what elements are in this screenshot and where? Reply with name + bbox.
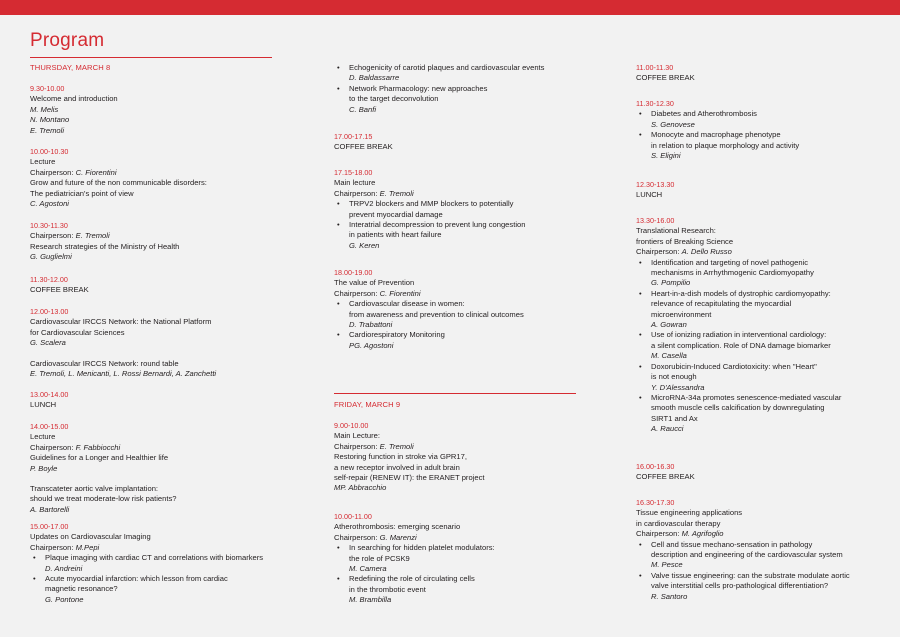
session-time: 18.00-19.00: [334, 268, 373, 277]
talk-title-line: smooth muscle cells calcification by downregulating: [651, 403, 825, 413]
session-title: COFFEE BREAK: [30, 285, 89, 295]
session-title: Main lecture: [334, 178, 376, 188]
speaker-name: M. Camera: [349, 564, 387, 574]
bullet-dot: •: [337, 220, 340, 230]
speaker-name: P. Boyle: [30, 463, 58, 473]
bullet-dot: •: [337, 299, 340, 309]
chairperson-line: [636, 247, 886, 257]
talk-title-line: Cardiovascular disease in women:: [349, 299, 465, 309]
session-title: Lecture: [30, 157, 56, 167]
talk-title-line: microenvironment: [651, 309, 712, 319]
talk-item: [636, 109, 886, 130]
talk-item: [636, 258, 886, 289]
bullet-dot: •: [639, 392, 642, 402]
talk-item: [334, 330, 584, 351]
talk-item: [334, 543, 584, 574]
chairperson-line: [334, 533, 584, 543]
session-time: 11.00-11.30: [636, 63, 674, 72]
session-time: 12.30-13.30: [636, 180, 675, 189]
talk-title-line: Doxorubicin-Induced Cardiotoxicity: when "Heart": [651, 361, 817, 371]
bullet-dot: •: [337, 543, 340, 553]
session-time: 10.00-11.00: [334, 512, 372, 521]
speaker-name: MP. Abbracchio: [334, 483, 387, 493]
talk-title-line: in relation to plaque morphology and activity: [651, 140, 800, 150]
session-time: 16.30-17.30: [636, 498, 675, 507]
talk-item: [636, 362, 886, 393]
bullet-dot: •: [337, 574, 340, 584]
talk-title-line: Echogenicity of carotid plaques and cardiovascular events: [349, 63, 545, 72]
session-block: [334, 512, 584, 606]
session-title: frontiers of Breaking Science: [636, 236, 734, 246]
session-time: 10.30-11.30: [30, 221, 68, 230]
chairperson-name: A. Dello Russo: [681, 247, 732, 257]
session-title: Lecture: [30, 432, 56, 442]
talk-title-line: Diabetes and Atherothrombosis: [651, 109, 757, 119]
bullet-dot: •: [33, 553, 36, 563]
talk-title-line: In searching for hidden platelet modulators:: [349, 543, 495, 553]
talk-title-line: is not enough: [651, 372, 697, 382]
talk-item: [334, 299, 584, 330]
session-title: in cardiovascular therapy: [636, 518, 721, 528]
talk-item: [334, 574, 584, 605]
talk-title-line: prevent myocardial damage: [349, 209, 443, 219]
talk-block: [30, 359, 280, 380]
talk-title-line: for Cardiovascular Sciences: [30, 327, 125, 337]
talk-title-line: MicroRNA-34a promotes senescence-mediated vascular: [651, 392, 842, 402]
chairperson-line: [334, 442, 584, 452]
speaker-name: A. Raucci: [651, 424, 684, 434]
talk-title-line: magnetic resonance?: [45, 584, 118, 594]
talk-title-line: Grow and future of the non communicable disorders:: [30, 178, 207, 188]
talk-title-line: relevance of recapitulating the myocardial: [651, 299, 792, 309]
speaker-name: D. Trabattoni: [349, 320, 393, 330]
talk-title-line: to the target deconvolution: [349, 94, 439, 104]
day-heading-friday: FRIDAY, MARCH 9: [334, 400, 401, 409]
session-block: [30, 84, 280, 136]
talk-item: [30, 574, 280, 605]
talk-title-line: Research strategies of the Ministry of Health: [30, 241, 180, 251]
chairperson-name: E. Tremoli: [379, 441, 414, 451]
chairperson-label: Chairperson:: [334, 288, 380, 298]
chairperson-name: C. Fiorentini: [379, 288, 421, 298]
chairperson-name: E. Tremoli: [379, 188, 414, 198]
speaker-name: A. Bartorelli: [30, 504, 70, 514]
session-time: 17.15-18.00: [334, 168, 373, 177]
session-block: [30, 275, 280, 296]
session-time: 9.30-10.00: [30, 84, 65, 93]
session-time: 10.00-10.30: [30, 147, 69, 156]
talk-title-line: mechanisms in Arrhythmogenic Cardiomyopathy: [651, 268, 814, 278]
talk-item: [636, 393, 886, 435]
talk-item: [334, 199, 584, 220]
speaker-name: D. Andreini: [45, 563, 83, 573]
page-title: Program: [30, 30, 105, 51]
session-title: Tissue engineering applications: [636, 508, 743, 518]
chairperson-label: Chairperson:: [30, 167, 76, 177]
chairperson-name: M.Pepi: [75, 542, 100, 552]
bullet-dot: •: [337, 330, 340, 340]
session-title: Welcome and introduction: [30, 94, 118, 104]
bullet-dot: •: [639, 330, 642, 340]
session-title: LUNCH: [636, 190, 663, 200]
chairperson-line: [30, 543, 280, 553]
speaker-name: Y. D'Alessandra: [651, 382, 705, 392]
session-block: [636, 180, 886, 201]
session-block: [30, 221, 280, 263]
day-heading-thursday: THURSDAY, MARCH 8: [30, 63, 111, 72]
bullet-dot: •: [639, 288, 642, 298]
talk-title-line: Guidelines for a Longer and Healthier life: [30, 453, 169, 463]
session-block: [636, 63, 886, 84]
bullet-dot: •: [33, 574, 36, 584]
session-block: [636, 462, 886, 483]
session-time: 14.00-15.00: [30, 422, 69, 431]
chairperson-name: C. Fiorentini: [75, 167, 117, 177]
talk-title-line: Heart-in-a-dish models of dystrophic cardiomyopathy:: [651, 288, 831, 298]
bullet-dot: •: [639, 109, 642, 119]
chairperson-label: Chairperson:: [30, 442, 76, 452]
talk-title-line: Redefining the role of circulating cells: [349, 574, 475, 584]
speaker-name: G. Scalera: [30, 338, 66, 348]
speaker-name: G. Keren: [349, 240, 380, 250]
chairperson-name: E. Tremoli: [75, 231, 110, 241]
speaker-name: R. Santoro: [651, 591, 688, 601]
session-block: [636, 498, 886, 602]
talk-title-line: Valve tissue engineering: can the substrate modulate aortic: [651, 570, 850, 580]
talk-title-line: the role of PCSK9: [349, 553, 410, 563]
session-block: [30, 307, 280, 379]
speaker-name: S. Genovese: [651, 119, 695, 129]
chairperson-line: [30, 168, 280, 178]
chairperson-name: M. Agrifoglio: [681, 529, 724, 539]
chairperson-label: Chairperson:: [636, 247, 682, 257]
speaker-name: M. Brambilla: [349, 595, 392, 605]
bullet-dot: •: [639, 257, 642, 267]
session-title: COFFEE BREAK: [636, 472, 695, 482]
speaker-name: G. Pompilio: [651, 278, 691, 288]
talk-item: [334, 63, 584, 84]
session-title: The value of Prevention: [334, 278, 415, 288]
talk-title-line: in the thrombotic event: [349, 584, 426, 594]
session-title: Updates on Cardiovascular Imaging: [30, 532, 151, 542]
chairperson-label: Chairperson:: [30, 542, 76, 552]
session-title: COFFEE BREAK: [636, 73, 695, 83]
session-title: COFFEE BREAK: [334, 142, 393, 152]
speaker-name: C. Agostoni: [30, 199, 69, 209]
session-block: [636, 216, 886, 435]
session-block: [334, 168, 584, 251]
bullet-dot: •: [337, 83, 340, 93]
session-time: 15.00-17.00: [30, 522, 69, 531]
chairperson-name: G. Marenzi: [379, 532, 417, 542]
talk-item: [334, 84, 584, 115]
talk-item: [30, 553, 280, 574]
bullet-dot: •: [337, 63, 340, 72]
title-rule: [30, 57, 272, 58]
chairperson-label: Chairperson:: [334, 441, 380, 451]
talk-title-line: valve interstitial cells pro-pathological differentiation?: [651, 581, 829, 591]
bullet-dot: •: [639, 361, 642, 371]
session-block: [334, 63, 584, 115]
talk-title-line: self-repair (RENEW IT): the ERANET project: [334, 473, 485, 483]
session-block: [30, 147, 280, 209]
bullet-dot: •: [337, 199, 340, 209]
speaker-name: C. Banfi: [349, 104, 377, 114]
chairperson-label: Chairperson:: [30, 231, 76, 241]
day-rule-friday: [334, 393, 576, 394]
speaker-name: M. Melis: [30, 104, 59, 114]
speaker-name: D. Baldassarre: [349, 73, 400, 83]
talk-title-line: a new receptor involved in adult brain: [334, 462, 460, 472]
speaker-name: G. Guglielmi: [30, 252, 72, 262]
chairperson-label: Chairperson:: [334, 188, 380, 198]
session-block: [636, 99, 886, 161]
talk-item: [636, 540, 886, 571]
talk-title-line: Network Pharmacology: new approaches: [349, 83, 488, 93]
bullet-dot: •: [639, 130, 642, 140]
session-title: LUNCH: [30, 400, 57, 410]
talk-item: [636, 330, 886, 361]
session-time: 13.00-14.00: [30, 390, 69, 399]
talk-title-line: Transcateter aortic valve implantation:: [30, 484, 159, 494]
talk-title-line: Monocyte and macrophage phenotype: [651, 130, 781, 140]
session-time: 17.00-17.15: [334, 132, 373, 141]
speaker-name: M. Casella: [651, 351, 687, 361]
session-time: 16.00-16.30: [636, 462, 675, 471]
talk-title-line: should we treat moderate-low risk patients?: [30, 494, 177, 504]
session-title: Atherothrombosis: emerging scenario: [334, 522, 461, 532]
talk-block: [30, 484, 280, 515]
speaker-name: S. Eligini: [651, 151, 681, 161]
chairperson-name: F. Fabbiocchi: [75, 442, 121, 452]
bullet-dot: •: [639, 539, 642, 549]
chairperson-line: [30, 231, 280, 241]
session-block: [334, 268, 584, 351]
session-title: Main Lecture:: [334, 431, 381, 441]
talk-title-line: Cardiovascular IRCCS Network: the National Platform: [30, 317, 212, 327]
session-block: [30, 522, 280, 605]
speaker-name: PG. Agostoni: [349, 340, 394, 350]
talk-title-line: Cardiorespiratory Monitoring: [349, 330, 445, 340]
talk-title-line: Plaque imaging with cardiac CT and correlations with biomarkers: [45, 553, 264, 563]
speaker-name: E. Tremoli: [30, 125, 65, 135]
session-block: [334, 421, 584, 494]
speaker-name: E. Tremoli, L. Menicanti, L. Rossi Bernardi, A. Zanchetti: [30, 369, 217, 379]
chairperson-line: [334, 289, 584, 299]
talk-title-line: TRPV2 blockers and MMP blockers to potentially: [349, 199, 514, 209]
bullet-dot: •: [639, 570, 642, 580]
speaker-name: G. Pontone: [45, 594, 84, 604]
session-time: 12.00-13.00: [30, 307, 69, 316]
chairperson-line: [636, 529, 886, 539]
speaker-name: N. Montano: [30, 115, 70, 125]
chairperson-line: [334, 189, 584, 199]
talk-title-line: description and engineering of the cardiovascular system: [651, 550, 843, 560]
talk-title-line: Identification and targeting of novel pathogenic: [651, 257, 809, 267]
talk-title-line: The pediatrician's point of view: [30, 188, 134, 198]
talk-title-line: in patients with heart failure: [349, 230, 442, 240]
session-time: 11.30-12.30: [636, 99, 674, 108]
talk-title-line: Cell and tissue mechano-sensation in pathology: [651, 539, 813, 549]
talk-title-line: a silent complication. Role of DNA damage biomarker: [651, 340, 831, 350]
talk-item: [636, 130, 886, 161]
chairperson-line: [30, 443, 280, 453]
session-block: [334, 132, 584, 153]
talk-item: [636, 571, 886, 602]
session-time: 13.30-16.00: [636, 216, 675, 225]
talk-title-line: Acute myocardial infarction: which lesson from cardiac: [45, 574, 228, 584]
session-block: [30, 422, 280, 515]
talk-title-line: Restoring function in stroke via GPR17,: [334, 452, 467, 462]
talk-title-line: Use of ionizing radiation in interventional cardiology:: [651, 330, 827, 340]
speaker-name: A. Gowran: [651, 320, 687, 330]
talk-title-line: from awareness and prevention to clinical outcomes: [349, 309, 524, 319]
session-title: Translational Research:: [636, 226, 716, 236]
talk-title-line: Cardiovascular IRCCS Network: round table: [30, 358, 179, 368]
top-accent-bar: [0, 0, 900, 15]
session-time: 9.00-10.00: [334, 421, 369, 430]
chairperson-label: Chairperson:: [334, 532, 380, 542]
session-time: 11.30-12.00: [30, 275, 68, 284]
talk-title-line: Interatrial decompression to prevent lung congestion: [349, 220, 526, 230]
talk-item: [334, 220, 584, 251]
speaker-name: M. Pesce: [651, 560, 683, 570]
talk-item: [636, 289, 886, 331]
chairperson-label: Chairperson:: [636, 529, 682, 539]
talk-title-line: SIRT1 and Ax: [651, 413, 698, 423]
session-block: [30, 390, 280, 411]
